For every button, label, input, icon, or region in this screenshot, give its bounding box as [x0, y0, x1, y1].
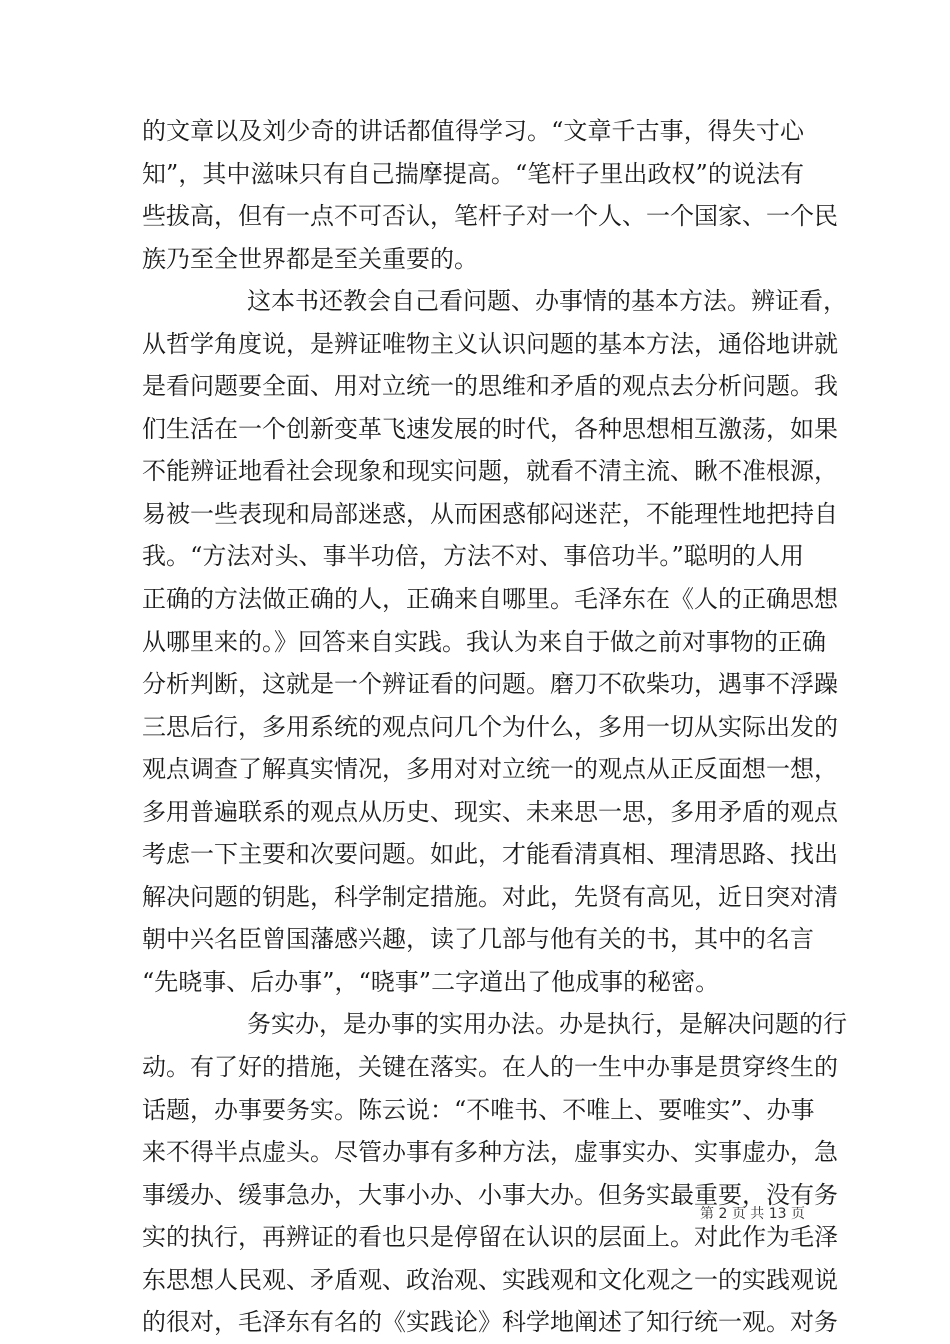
text-line: “先晓事、后办事”，“晓事”二字道出了他成事的秘密。 — [142, 967, 720, 996]
text-line: 从哲学角度说，是辨证唯物主义认识问题的基本方法，通俗地讲就 — [142, 329, 838, 358]
text-line: 务实办，是办事的实用办法。办是执行，是解决问题的行 — [247, 1010, 847, 1039]
paragraph-1 — [142, 110, 838, 280]
text-line: 们生活在一个创新变革飞速发展的时代，各种思想相互激荡，如果 — [142, 414, 838, 443]
text-line: 些拔高，但有一点不可否认，笔杆子对一个人、一个国家、一个民 — [142, 202, 838, 231]
text-line: 考虑一下主要和次要问题。如此，才能看清真相、理清思路、找出 — [142, 840, 838, 869]
text-line: 正确的方法做正确的人，正确来自哪里。毛泽东在《人的正确思想 — [142, 585, 838, 614]
text-line: 族乃至全世界都是至关重要的。 — [142, 244, 478, 273]
text-line: 这本书还教会自己看问题、办事情的基本方法。辨证看， — [247, 287, 847, 316]
text-line: 的很对，毛泽东有名的《实践论》科学地阐述了知行统一观。对务 — [142, 1308, 838, 1337]
text-line: 不能辨证地看社会现象和现实问题，就看不清主流、瞅不准根源， — [142, 457, 838, 486]
text-line: 易被一些表现和局部迷惑，从而困惑郁闷迷茫，不能理性地把持自 — [142, 499, 838, 528]
text-line: 朝中兴名臣曾国藩感兴趣，读了几部与他有关的书，其中的名言 — [142, 925, 814, 954]
paragraph-2 — [142, 280, 847, 1003]
text-line: 事缓办、缓事急办，大事小办、小事大办。但务实最重要，没有务 — [142, 1180, 838, 1209]
text-line: 是看问题要全面、用对立统一的思维和矛盾的观点去分析问题。我 — [142, 372, 838, 401]
text-line: 多用普遍联系的观点从历史、现实、未来思一思，多用矛盾的观点 — [142, 797, 838, 826]
text-line: 话题，办事要务实。陈云说：“不唯书、不唯上、要唯实”、办事 — [142, 1095, 815, 1124]
text-line: 东思想人民观、矛盾观、政治观、实践观和文化观之一的实践观说 — [142, 1265, 838, 1294]
text-line: 动。有了好的措施，关键在落实。在人的一生中办事是贯穿终生的 — [142, 1053, 838, 1082]
text-line: 三思后行，多用系统的观点问几个为什么，多用一切从实际出发的 — [142, 712, 838, 741]
text-line: 我。“方法对头、事半功倍，方法不对、事倍功半。”聪明的人用 — [142, 542, 804, 571]
page-number-footer: 第 2 页 共 13 页 — [700, 1206, 805, 1222]
text-line: 来不得半点虚头。尽管办事有多种方法，虚事实办、实事虚办，急 — [142, 1138, 838, 1167]
text-line: 分析判断，这就是一个辨证看的问题。磨刀不砍柴功，遇事不浮躁 — [142, 670, 838, 699]
document-body — [142, 110, 847, 1344]
text-line: 实的执行，再辨证的看也只是停留在认识的层面上。对此作为毛泽 — [142, 1223, 838, 1252]
text-line: 知”，其中滋味只有自己揣摩提高。“笔杆子里出政权”的说法有 — [142, 159, 804, 188]
paragraph-3 — [142, 1003, 847, 1343]
text-line: 的文章以及刘少奇的讲话都值得学习。“文章千古事，得失寸心 — [142, 117, 804, 145]
text-line: 从哪里来的。》回答来自实践。我认为来自于做之前对事物的正确 — [142, 627, 826, 656]
text-line: 解决问题的钥匙，科学制定措施。对此，先贤有高见，近日突对清 — [142, 882, 838, 911]
text-line: 观点调查了解真实情况，多用对对立统一的观点从正反面想一想， — [142, 755, 838, 784]
